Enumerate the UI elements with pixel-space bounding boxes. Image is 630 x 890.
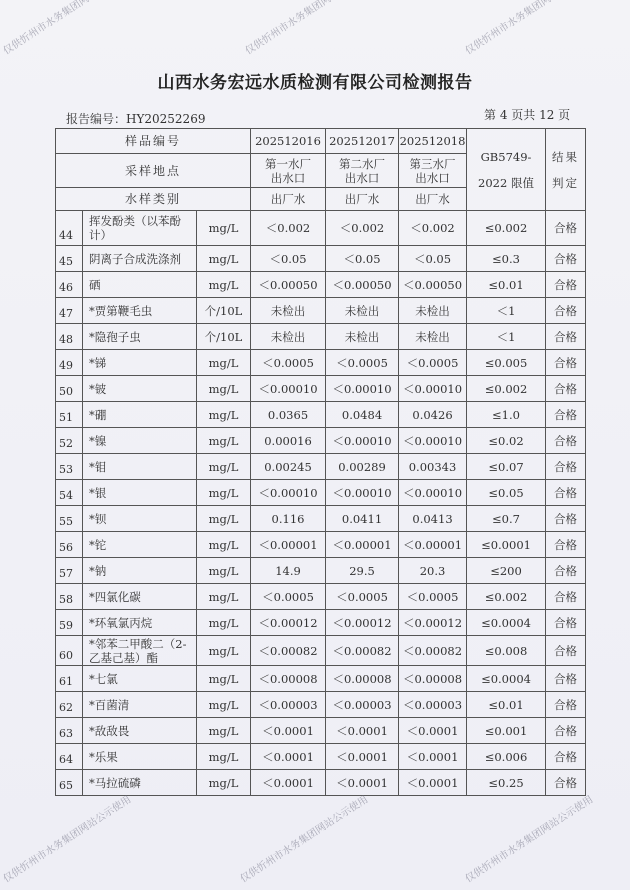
cell-no: 64 — [56, 744, 83, 770]
cell-v3: ＜0.0001 — [399, 718, 467, 744]
table-row — [56, 454, 586, 480]
cell-no: 55 — [56, 506, 83, 532]
cell-v2: ＜0.00082 — [326, 636, 399, 666]
cell-v3: ＜0.0005 — [399, 350, 467, 376]
cell-v3: ＜0.0005 — [399, 584, 467, 610]
cell-v2: 0.00289 — [326, 454, 399, 480]
cell-v1: ＜0.05 — [251, 246, 326, 272]
table-row — [56, 506, 586, 532]
cell-v2: ＜0.00050 — [326, 272, 399, 298]
cell-v1: ＜0.00003 — [251, 692, 326, 718]
cell-v1: ＜0.0001 — [251, 744, 326, 770]
cell-v2: 未检出 — [326, 324, 399, 350]
table-row — [56, 350, 586, 376]
cell-no: 46 — [56, 272, 83, 298]
cell-name: *锑 — [83, 350, 197, 376]
cell-no: 44 — [56, 211, 83, 246]
watermark-text: 仅供忻州市水务集团网站公示使用 — [238, 794, 371, 886]
table-row — [56, 211, 586, 246]
cell-v3: 0.0413 — [399, 506, 467, 532]
cell-result: 合格 — [546, 350, 586, 376]
location-label: 采样地点 — [56, 154, 251, 188]
cell-result: 合格 — [546, 428, 586, 454]
cell-limit: ≤0.7 — [467, 506, 546, 532]
sample-no: 202512017 — [326, 129, 399, 154]
cell-limit: ≤0.008 — [467, 636, 546, 666]
cell-limit: ＜1 — [467, 298, 546, 324]
cell-no: 51 — [56, 402, 83, 428]
table-row — [56, 272, 586, 298]
cell-result: 合格 — [546, 744, 586, 770]
cell-v1: 14.9 — [251, 558, 326, 584]
cell-unit: mg/L — [197, 246, 251, 272]
cell-limit: ≤0.01 — [467, 272, 546, 298]
cell-v3: ＜0.00010 — [399, 376, 467, 402]
cell-name: *环氧氯丙烷 — [83, 610, 197, 636]
cell-no: 62 — [56, 692, 83, 718]
cell-no: 49 — [56, 350, 83, 376]
cell-v1: ＜0.0005 — [251, 584, 326, 610]
cell-result: 合格 — [546, 324, 586, 350]
cell-unit: mg/L — [197, 770, 251, 796]
cell-unit: mg/L — [197, 558, 251, 584]
cell-limit: ≤0.0004 — [467, 666, 546, 692]
cell-name: *贾第鞭毛虫 — [83, 298, 197, 324]
cell-result: 合格 — [546, 376, 586, 402]
cell-result: 合格 — [546, 211, 586, 246]
cell-v2: ＜0.00003 — [326, 692, 399, 718]
cell-v2: 0.0411 — [326, 506, 399, 532]
cell-name: *银 — [83, 480, 197, 506]
results-table — [55, 128, 586, 796]
cell-result: 合格 — [546, 692, 586, 718]
cell-unit: mg/L — [197, 666, 251, 692]
cell-v1: 0.00245 — [251, 454, 326, 480]
cell-v1: 未检出 — [251, 298, 326, 324]
sample-location: 第三水厂出水口 — [399, 154, 467, 188]
page-number: 第 4 页共 12 页 — [484, 108, 571, 122]
cell-unit: mg/L — [197, 718, 251, 744]
cell-no: 58 — [56, 584, 83, 610]
cell-v2: ＜0.0005 — [326, 350, 399, 376]
cell-unit: mg/L — [197, 744, 251, 770]
cell-name: *马拉硫磷 — [83, 770, 197, 796]
cell-limit: ≤0.3 — [467, 246, 546, 272]
cell-no: 61 — [56, 666, 83, 692]
cell-v3: ＜0.00082 — [399, 636, 467, 666]
cell-no: 57 — [56, 558, 83, 584]
cell-name: 挥发酚类（以苯酚计） — [83, 211, 197, 246]
cell-v2: ＜0.0005 — [326, 584, 399, 610]
cell-result: 合格 — [546, 402, 586, 428]
report-title: 山西水务宏远水质检测有限公司检测报告 — [157, 73, 473, 93]
report-number: 报告编号：HY20252269 — [66, 112, 206, 126]
cell-name: *敌敌畏 — [83, 718, 197, 744]
cell-unit: mg/L — [197, 532, 251, 558]
table-row — [56, 480, 586, 506]
table-row — [56, 402, 586, 428]
cell-name: *乐果 — [83, 744, 197, 770]
cell-result: 合格 — [546, 770, 586, 796]
cell-result: 合格 — [546, 506, 586, 532]
table-row — [56, 428, 586, 454]
cell-unit: mg/L — [197, 350, 251, 376]
cell-v3: 未检出 — [399, 324, 467, 350]
cell-v1: 0.00016 — [251, 428, 326, 454]
cell-v2: ＜0.002 — [326, 211, 399, 246]
cell-name: *邻苯二甲酸二（2-乙基己基）酯 — [83, 636, 197, 666]
table-row — [56, 744, 586, 770]
sample-no-label: 样品编号 — [56, 129, 251, 154]
cell-v1: ＜0.0001 — [251, 718, 326, 744]
cell-no: 45 — [56, 246, 83, 272]
table-row — [56, 718, 586, 744]
sample-no: 202512016 — [251, 129, 326, 154]
cell-no: 65 — [56, 770, 83, 796]
cell-v2: ＜0.05 — [326, 246, 399, 272]
sample-no: 202512018 — [399, 129, 467, 154]
cell-unit: mg/L — [197, 506, 251, 532]
cell-name: *百菌清 — [83, 692, 197, 718]
cell-result: 合格 — [546, 584, 586, 610]
cell-unit: mg/L — [197, 610, 251, 636]
table-row — [56, 692, 586, 718]
cell-v3: ＜0.00010 — [399, 480, 467, 506]
table-row — [56, 324, 586, 350]
cell-v3: ＜0.00010 — [399, 428, 467, 454]
cell-limit: ≤0.002 — [467, 376, 546, 402]
table-row — [56, 636, 586, 666]
cell-limit: ≤0.006 — [467, 744, 546, 770]
table-row — [56, 770, 586, 796]
cell-v3: ＜0.05 — [399, 246, 467, 272]
cell-v1: 0.0365 — [251, 402, 326, 428]
cell-v2: ＜0.00010 — [326, 428, 399, 454]
cell-v1: 0.116 — [251, 506, 326, 532]
cell-v3: ＜0.00008 — [399, 666, 467, 692]
cell-name: *铊 — [83, 532, 197, 558]
cell-name: *硼 — [83, 402, 197, 428]
table-row — [56, 558, 586, 584]
sample-location: 第一水厂出水口 — [251, 154, 326, 188]
cell-v1: ＜0.00082 — [251, 636, 326, 666]
cell-v3: 20.3 — [399, 558, 467, 584]
cell-limit: ≤0.0001 — [467, 532, 546, 558]
cell-v2: 未检出 — [326, 298, 399, 324]
table-row — [56, 584, 586, 610]
cell-name: *四氯化碳 — [83, 584, 197, 610]
cell-limit: ≤0.07 — [467, 454, 546, 480]
cell-limit: ≤200 — [467, 558, 546, 584]
table-row — [56, 666, 586, 692]
watermark-text: 仅供忻州市水务集团网站公示使用 — [463, 794, 596, 886]
cell-v2: ＜0.00001 — [326, 532, 399, 558]
cell-v1: ＜0.00008 — [251, 666, 326, 692]
limit-header: GB5749-2022 限值 — [467, 129, 546, 211]
cell-result: 合格 — [546, 718, 586, 744]
cell-result: 合格 — [546, 532, 586, 558]
header-row-sample-no — [56, 129, 586, 154]
cell-v1: ＜0.00012 — [251, 610, 326, 636]
cell-v3: 未检出 — [399, 298, 467, 324]
table-row — [56, 298, 586, 324]
cell-v1: ＜0.002 — [251, 211, 326, 246]
cell-no: 60 — [56, 636, 83, 666]
cell-unit: mg/L — [197, 428, 251, 454]
cell-unit: mg/L — [197, 692, 251, 718]
cell-v2: ＜0.00010 — [326, 480, 399, 506]
cell-limit: ≤0.001 — [467, 718, 546, 744]
cell-name: 硒 — [83, 272, 197, 298]
cell-limit: ≤0.05 — [467, 480, 546, 506]
cell-result: 合格 — [546, 298, 586, 324]
cell-v2: ＜0.00010 — [326, 376, 399, 402]
cell-v3: ＜0.00012 — [399, 610, 467, 636]
sample-type: 出厂水 — [251, 188, 326, 211]
cell-limit: ＜1 — [467, 324, 546, 350]
cell-v3: 0.00343 — [399, 454, 467, 480]
cell-result: 合格 — [546, 246, 586, 272]
cell-v3: ＜0.0001 — [399, 770, 467, 796]
cell-unit: 个/10L — [197, 298, 251, 324]
cell-v1: ＜0.00010 — [251, 376, 326, 402]
cell-limit: ≤0.0004 — [467, 610, 546, 636]
cell-v2: ＜0.0001 — [326, 718, 399, 744]
cell-v3: 0.0426 — [399, 402, 467, 428]
cell-result: 合格 — [546, 558, 586, 584]
table-row — [56, 376, 586, 402]
cell-result: 合格 — [546, 454, 586, 480]
cell-limit: ≤0.02 — [467, 428, 546, 454]
cell-unit: mg/L — [197, 454, 251, 480]
cell-result: 合格 — [546, 272, 586, 298]
cell-result: 合格 — [546, 666, 586, 692]
cell-name: *隐孢子虫 — [83, 324, 197, 350]
sample-type: 出厂水 — [399, 188, 467, 211]
cell-no: 63 — [56, 718, 83, 744]
cell-limit: ≤0.005 — [467, 350, 546, 376]
sample-type: 出厂水 — [326, 188, 399, 211]
cell-no: 50 — [56, 376, 83, 402]
cell-limit: ≤0.002 — [467, 584, 546, 610]
table-row — [56, 246, 586, 272]
cell-name: *钼 — [83, 454, 197, 480]
cell-unit: mg/L — [197, 584, 251, 610]
cell-unit: 个/10L — [197, 324, 251, 350]
cell-no: 56 — [56, 532, 83, 558]
table-row — [56, 532, 586, 558]
cell-result: 合格 — [546, 480, 586, 506]
cell-v1: ＜0.0001 — [251, 770, 326, 796]
cell-v1: 未检出 — [251, 324, 326, 350]
result-header: 结果判定 — [546, 129, 586, 211]
cell-v1: ＜0.0005 — [251, 350, 326, 376]
cell-name: *钠 — [83, 558, 197, 584]
cell-v2: ＜0.00012 — [326, 610, 399, 636]
cell-limit: ≤0.01 — [467, 692, 546, 718]
cell-unit: mg/L — [197, 480, 251, 506]
cell-limit: ≤0.25 — [467, 770, 546, 796]
cell-unit: mg/L — [197, 636, 251, 666]
cell-v2: ＜0.0001 — [326, 744, 399, 770]
cell-v3: ＜0.0001 — [399, 744, 467, 770]
cell-limit: ≤1.0 — [467, 402, 546, 428]
cell-no: 54 — [56, 480, 83, 506]
cell-no: 48 — [56, 324, 83, 350]
cell-v2: ＜0.0001 — [326, 770, 399, 796]
cell-result: 合格 — [546, 636, 586, 666]
cell-no: 47 — [56, 298, 83, 324]
cell-v1: ＜0.00050 — [251, 272, 326, 298]
sample-location: 第二水厂出水口 — [326, 154, 399, 188]
cell-no: 59 — [56, 610, 83, 636]
cell-v3: ＜0.00001 — [399, 532, 467, 558]
cell-unit: mg/L — [197, 402, 251, 428]
cell-v3: ＜0.00003 — [399, 692, 467, 718]
cell-v1: ＜0.00001 — [251, 532, 326, 558]
cell-v2: 0.0484 — [326, 402, 399, 428]
watermark-text: 仅供忻州市水务集团网站公示使用 — [1, 794, 134, 886]
type-label: 水样类别 — [56, 188, 251, 211]
cell-result: 合格 — [546, 610, 586, 636]
cell-unit: mg/L — [197, 211, 251, 246]
cell-v2: 29.5 — [326, 558, 399, 584]
cell-name: 阴离子合成洗涤剂 — [83, 246, 197, 272]
cell-unit: mg/L — [197, 376, 251, 402]
cell-v3: ＜0.00050 — [399, 272, 467, 298]
cell-name: *镍 — [83, 428, 197, 454]
cell-no: 53 — [56, 454, 83, 480]
cell-name: *钡 — [83, 506, 197, 532]
cell-limit: ≤0.002 — [467, 211, 546, 246]
table-row — [56, 610, 586, 636]
cell-no: 52 — [56, 428, 83, 454]
cell-name: *七氯 — [83, 666, 197, 692]
cell-v3: ＜0.002 — [399, 211, 467, 246]
cell-name: *铍 — [83, 376, 197, 402]
cell-v2: ＜0.00008 — [326, 666, 399, 692]
cell-unit: mg/L — [197, 272, 251, 298]
cell-v1: ＜0.00010 — [251, 480, 326, 506]
